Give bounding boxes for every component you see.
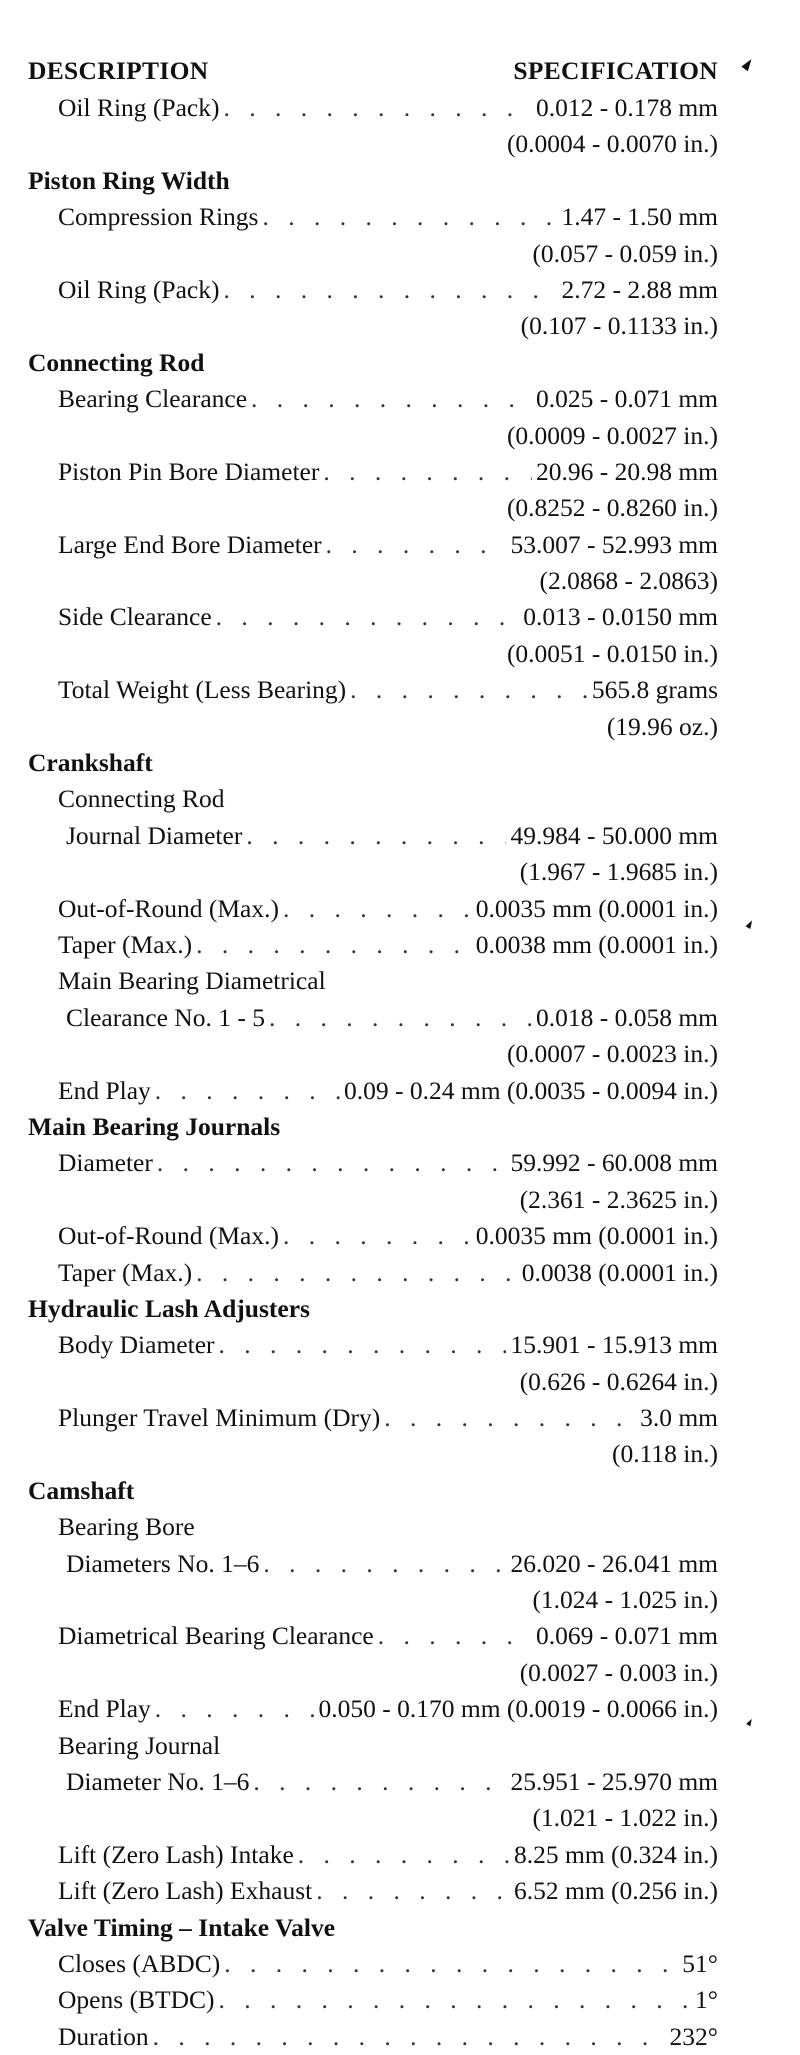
dot-leader (157, 1145, 507, 1181)
spec-value: 1° (695, 1985, 718, 2015)
spec-row (28, 1546, 718, 1582)
spec-row (28, 90, 718, 126)
spec-label: Diametrical Bearing Clearance (58, 1621, 374, 1651)
dot-leader (298, 1837, 510, 1873)
spec-value: 8.25 mm (0.324 in.) (514, 1839, 718, 1869)
section-title: Camshaft (28, 1475, 135, 1505)
dot-leader (316, 1873, 510, 1909)
spec-value-imperial: (0.626 - 0.6264 in.) (519, 1366, 718, 1396)
specification-heading: SPECIFICATION (513, 56, 718, 85)
spec-row (28, 1255, 718, 1291)
spec-value-imperial: (2.361 - 2.3625 in.) (519, 1184, 718, 1214)
section-title: Hydraulic Lash Adjusters (28, 1293, 310, 1323)
dot-leader (283, 891, 472, 927)
spec-value: 0.025 - 0.071 mm (535, 384, 718, 414)
spec-value-imperial: (0.118 in.) (612, 1439, 718, 1469)
dot-leader (323, 454, 532, 490)
dot-leader (378, 1618, 532, 1654)
subgroup-label: Main Bearing Diametrical (58, 966, 326, 996)
spec-row (28, 672, 718, 708)
spec-value: 25.951 - 25.970 mm (510, 1766, 718, 1796)
dot-leader (155, 1691, 315, 1727)
spec-row (28, 527, 718, 563)
spec-value: 0.0038 (0.0001 in.) (521, 1257, 718, 1287)
spec-row (28, 1400, 718, 1436)
subgroup-label: Connecting Rod (58, 784, 225, 814)
subgroup-label: Bearing Bore (58, 1512, 195, 1542)
dot-leader (263, 1546, 506, 1582)
spec-row (28, 1982, 718, 2018)
spec-value: 0.069 - 0.071 mm (535, 1621, 718, 1651)
spec-label: Compression Rings (58, 202, 259, 232)
spec-row (28, 454, 718, 490)
dot-leader (219, 1982, 692, 2018)
spec-label: End Play (58, 1075, 151, 1105)
spec-row (28, 199, 718, 235)
spec-row (28, 1873, 718, 1909)
spec-value-imperial: (0.107 - 0.1133 in.) (520, 311, 718, 341)
spec-label: Total Weight (Less Bearing) (58, 675, 347, 705)
spec-label: Journal Diameter (66, 820, 243, 850)
spec-value: 3.0 mm (640, 1403, 718, 1433)
dot-leader (269, 1000, 532, 1036)
spec-row (28, 1145, 718, 1181)
spec-value: 20.96 - 20.98 mm (535, 456, 718, 486)
spec-value: 51° (682, 1948, 718, 1978)
spec-value: 26.020 - 26.041 mm (510, 1548, 718, 1578)
spec-row (28, 1618, 718, 1654)
spec-value: 0.050 - 0.170 mm (0.0019 - 0.0066 in.) (318, 1694, 718, 1724)
spec-row (28, 818, 718, 854)
spec-label: Diameters No. 1–6 (66, 1548, 260, 1578)
spec-value-imperial: (0.0027 - 0.003 in.) (519, 1657, 718, 1687)
spec-label: Out-of-Round (Max.) (58, 893, 279, 923)
spec-label: Body Diameter (58, 1330, 215, 1360)
subgroup-label: Bearing Journal (58, 1730, 221, 1760)
spec-value-imperial: (19.96 oz.) (606, 711, 718, 741)
dot-leader (196, 927, 472, 963)
spec-value: 232° (669, 2021, 718, 2051)
spec-value-imperial: (0.057 - 0.059 in.) (532, 238, 718, 268)
spec-row (28, 891, 718, 927)
spec-table (28, 52, 718, 2055)
spec-row (28, 2019, 718, 2055)
dot-leader (262, 199, 557, 235)
spec-row (28, 381, 718, 417)
margin-mark (745, 919, 754, 929)
spec-label: Lift (Zero Lash) Intake (58, 1839, 294, 1869)
spec-row (28, 272, 718, 308)
spec-value-imperial: (1.021 - 1.022 in.) (532, 1803, 718, 1833)
section-title: Connecting Rod (28, 347, 205, 377)
spec-value: 0.0035 mm (0.0001 in.) (475, 893, 718, 923)
margin-mark (746, 1718, 754, 1727)
spec-value: 0.0038 mm (0.0001 in.) (475, 929, 718, 959)
spec-value: 0.018 - 0.058 mm (535, 1002, 718, 1032)
spec-value: 0.012 - 0.178 mm (535, 93, 718, 122)
spec-value: 15.901 - 15.913 mm (510, 1330, 718, 1360)
spec-value-imperial: (1.967 - 1.9685 in.) (519, 857, 718, 887)
spec-value: 0.0035 mm (0.0001 in.) (475, 1221, 718, 1251)
spec-label: Large End Bore Diameter (58, 529, 322, 559)
dot-leader (253, 1764, 506, 1800)
spec-label: Bearing Clearance (58, 384, 248, 414)
spec-label: Taper (Max.) (58, 929, 193, 959)
spec-value-imperial: (0.0007 - 0.0023 in.) (506, 1039, 718, 1069)
spec-row (28, 1691, 718, 1727)
spec-label: Clearance No. 1 - 5 (66, 1002, 265, 1032)
spec-label: Lift (Zero Lash) Exhaust (58, 1876, 313, 1906)
spec-value: 49.984 - 50.000 mm (510, 820, 718, 850)
spec-label: Piston Pin Bore Diameter (58, 456, 320, 486)
dot-leader (223, 90, 531, 126)
margin-mark (741, 57, 754, 71)
dot-leader (155, 1073, 340, 1109)
spec-value-imperial: (1.024 - 1.025 in.) (532, 1585, 718, 1615)
spec-label: End Play (58, 1694, 151, 1724)
section-title: Main Bearing Journals (28, 1111, 281, 1141)
spec-value: 1.47 - 1.50 mm (561, 202, 718, 232)
spec-label: Closes (ABDC) (58, 1948, 221, 1978)
dot-leader (350, 672, 588, 708)
spec-row (28, 1218, 718, 1254)
spec-value-imperial: (0.0009 - 0.0027 in.) (506, 420, 718, 450)
spec-label: Diameter (58, 1148, 153, 1178)
spec-row (28, 1327, 718, 1363)
dot-leader (216, 599, 520, 635)
spec-value-imperial: (0.0051 - 0.0150 in.) (506, 638, 718, 668)
spec-row (28, 599, 718, 635)
spec-row (28, 1946, 718, 1982)
table-header (28, 52, 718, 90)
spec-label: Plunger Travel Minimum (Dry) (58, 1403, 381, 1433)
section-title: Crankshaft (28, 748, 153, 778)
spec-label: Side Clearance (58, 602, 212, 632)
spec-label: Oil Ring (Pack) (58, 274, 220, 304)
spec-label: Out-of-Round (Max.) (58, 1221, 279, 1251)
spec-value-imperial: (0.0004 - 0.0070 in.) (506, 129, 718, 159)
spec-value: 565.8 grams (591, 675, 718, 705)
spec-value: 2.72 - 2.88 mm (561, 274, 718, 304)
spec-label: Oil Ring (Pack) (58, 93, 220, 122)
spec-value: 53.007 - 52.993 mm (510, 529, 718, 559)
spec-row (28, 1000, 718, 1036)
spec-row (28, 927, 718, 963)
section-title: Valve Timing – Intake Valve (28, 1912, 336, 1942)
spec-label: Diameter No. 1–6 (66, 1766, 250, 1796)
dot-leader (223, 272, 557, 308)
dot-leader (246, 818, 506, 854)
spec-value: 0.013 - 0.0150 mm (523, 602, 718, 632)
spec-value: 0.09 - 0.24 mm (0.0035 - 0.0094 in.) (344, 1075, 718, 1105)
dot-leader (283, 1218, 472, 1254)
dot-leader (326, 527, 507, 563)
description-heading: DESCRIPTION (28, 56, 209, 85)
dot-leader (384, 1400, 636, 1436)
dot-leader (153, 2019, 666, 2055)
spec-row (28, 1837, 718, 1873)
dot-leader (224, 1946, 678, 1982)
spec-value: 59.992 - 60.008 mm (510, 1148, 718, 1178)
spec-rows (28, 90, 718, 2055)
dot-leader (196, 1255, 518, 1291)
spec-value-imperial: (0.8252 - 0.8260 in.) (506, 493, 718, 523)
spec-row (28, 1073, 718, 1109)
spec-value-imperial: (2.0868 - 2.0863) (539, 566, 718, 596)
spec-row (28, 1764, 718, 1800)
section-title: Piston Ring Width (28, 165, 230, 195)
spec-label: Opens (BTDC) (58, 1985, 215, 2015)
dot-leader (219, 1327, 507, 1363)
spec-label: Duration (58, 2021, 149, 2051)
spec-label: Taper (Max.) (58, 1257, 193, 1287)
dot-leader (251, 381, 532, 417)
spec-value: 6.52 mm (0.256 in.) (514, 1876, 718, 1906)
